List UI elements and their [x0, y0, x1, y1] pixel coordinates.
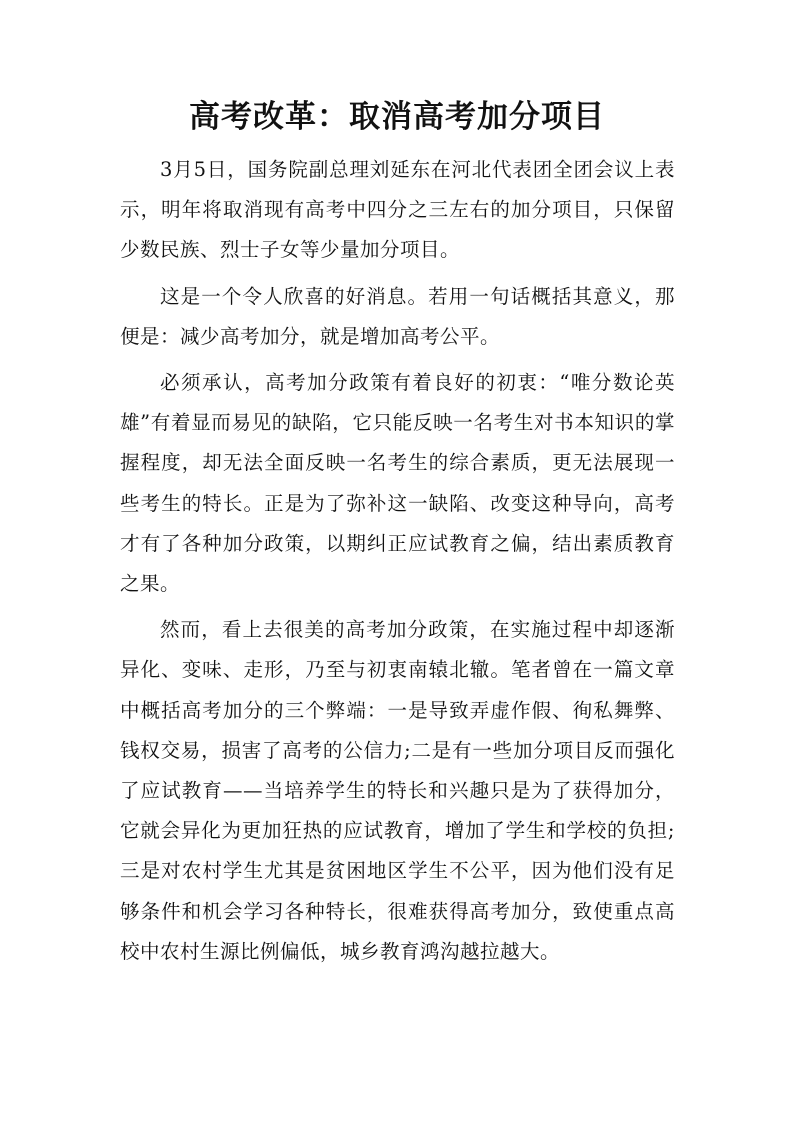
- paragraph-2: 这是一个令人欣喜的好消息。若用一句话概括其意义，那便是：减少高考加分，就是增加高考公平。: [120, 284, 675, 348]
- document-body: [120, 150, 675, 978]
- paragraph-4: 然而，看上去很美的高考加分政策，在实施过程中却逐渐异化、变味、走形，乃至与初衷南辕北辙。笔者曾在一篇文章中概括高考加分的三个弊端：一是导致弄虚作假、徇私舞弊、钱权交易，损害了高考的公信力;二是有一些加分项目反而强化了应试教育——当培养学生的特长和兴趣只是为了获得加分，它就会异化为更加狂热的应试教育，增加了学生和学校的负担;三是对农村学生尤其是贫困地区学生不公平，因为他们没有足够条件和机会学习各种特长，很难获得高考加分，致使重点高校中农村生源比例偏低，城乡教育鸿沟越拉越大。: [120, 618, 675, 963]
- paragraph-1: 3月5日，国务院副总理刘延东在河北代表团全团会议上表示，明年将取消现有高考中四分之三左右的加分项目，只保留少数民族、烈士子女等少量加分项目。: [120, 158, 675, 262]
- paragraph-3: 必须承认，高考加分政策有着良好的初衷：“唯分数论英雄”有着显而易见的缺陷，它只能反映一名考生对书本知识的掌握程度，却无法全面反映一名考生的综合素质，更无法展现一些考生的特长。正是为了弥补这一缺陷、改变这种导向，高考才有了各种加分政策，以期纠正应试教育之偏，结出素质教育之果。: [120, 371, 675, 596]
- document-title: 高考改革：取消高考加分项目: [189, 99, 605, 135]
